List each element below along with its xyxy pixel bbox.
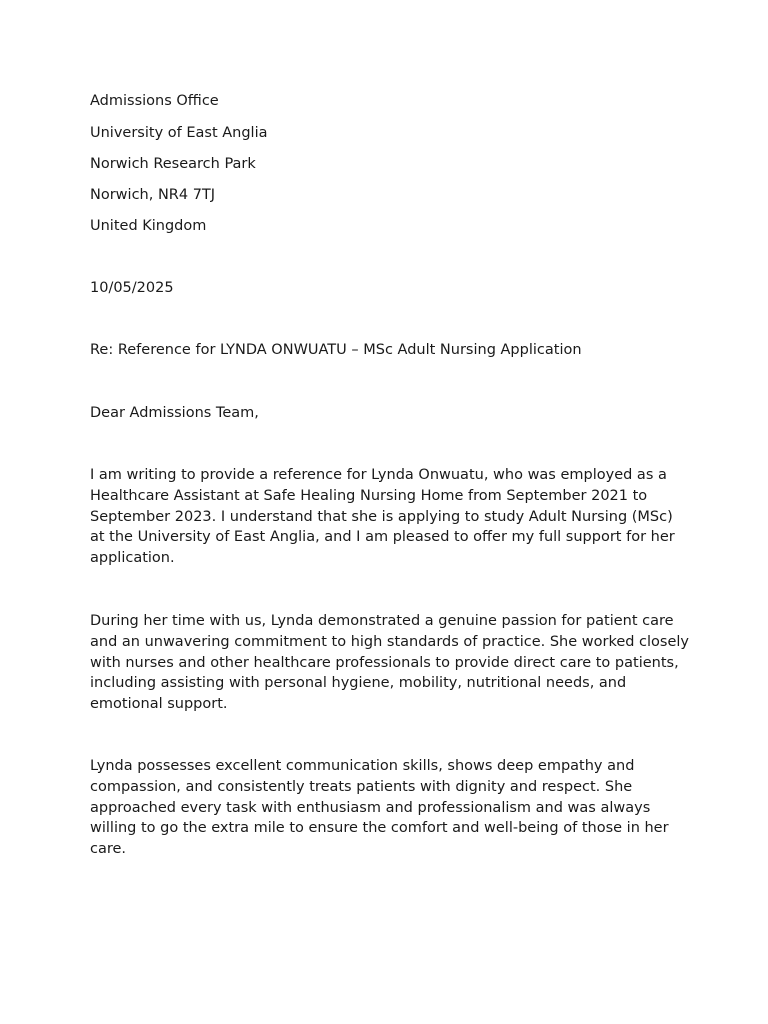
body-paragraph-2: During her time with us, Lynda demonstrated a genuine passion for patient care and an unwavering commitment to high standards of practice. She worked closely with nurses and other healthcare professionals to provide direct care to patients, including assisting with personal hygiene, mobility, nutritional needs, and emotional support. bbox=[90, 613, 690, 713]
address-line-park: Norwich Research Park bbox=[90, 156, 256, 172]
body-paragraph-1: I am writing to provide a reference for Lynda Onwuatu, who was employed as a Healthcare Assistant at Safe Healing Nursing Home from September 2021 to September 2023. I understand that she is applying to study Adult Nursing (MSc) at the University of East Anglia, and I am pleased to offer my full support for her application. bbox=[90, 467, 675, 567]
address-line-city: Norwich, NR4 7TJ bbox=[90, 187, 216, 203]
address-line-office: Admissions Office bbox=[90, 93, 219, 109]
letter-subject: Re: Reference for LYNDA ONWUATU – MSc Adult Nursing Application bbox=[90, 342, 582, 358]
letter-salutation: Dear Admissions Team, bbox=[90, 405, 259, 421]
address-line-university: University of East Anglia bbox=[90, 125, 268, 141]
body-paragraph-3: Lynda possesses excellent communication skills, shows deep empathy and compassion, and consistently treats patients with dignity and respect. She approached every task with enthusiasm and professionalism and was always willing to go the extra mile to ensure the comfort and well-being of those in her care. bbox=[90, 758, 669, 858]
address-line-country: United Kingdom bbox=[90, 218, 207, 234]
letter-date: 10/05/2025 bbox=[90, 280, 174, 296]
